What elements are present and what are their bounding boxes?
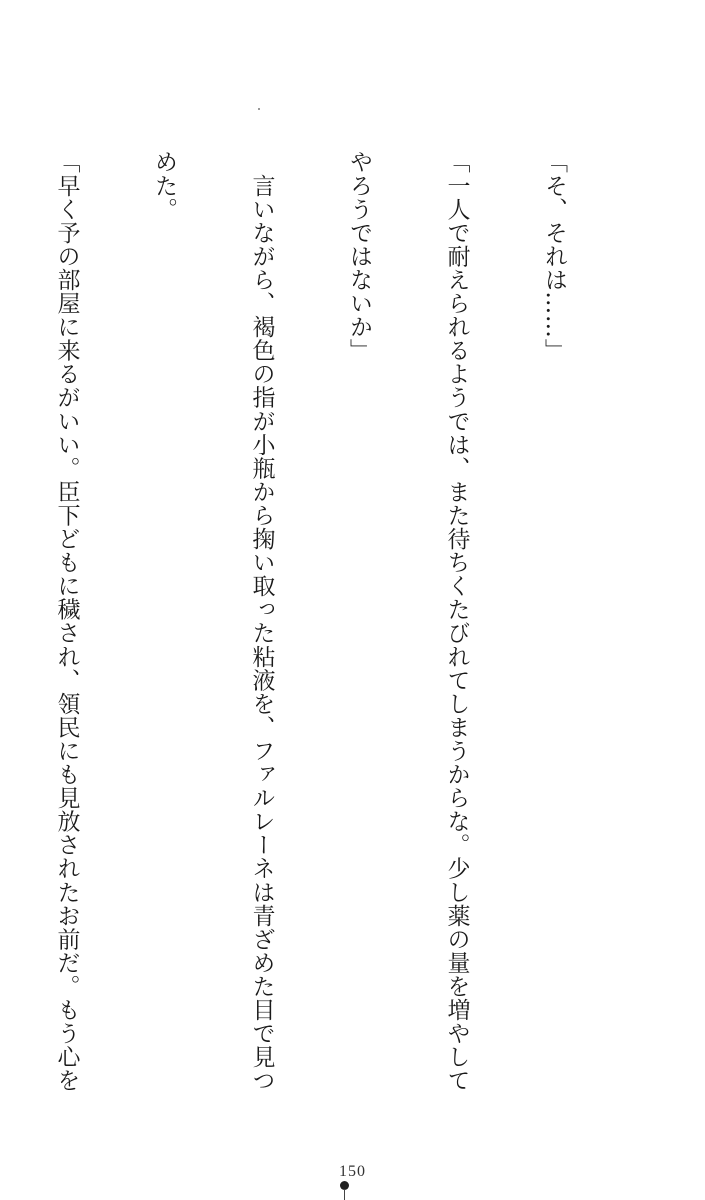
text-line: 言いながら、褐色の指が小瓶から掬い取った粘液を、ファルレーネは青ざめた目で見つ [248,150,275,1092]
text-line: 「早く予の部屋に来るがいい。臣下どもに穢され、領民にも見放されたお前だ。もう心を [53,150,80,1092]
vertical-text-body [0,150,635,1092]
text-line: めた。 [151,150,177,221]
page-number: 150 [339,1163,366,1180]
page-marker-tick [344,1189,345,1200]
ink-speck [258,108,260,110]
text-line: 「一人で耐えられるようでは、また待ちくたびれてしまうからな。少し薬の量を増やして [443,150,470,1092]
text-line: 「そ、それは……」 [541,150,567,362]
text-line: やろうではないか」 [346,150,372,362]
